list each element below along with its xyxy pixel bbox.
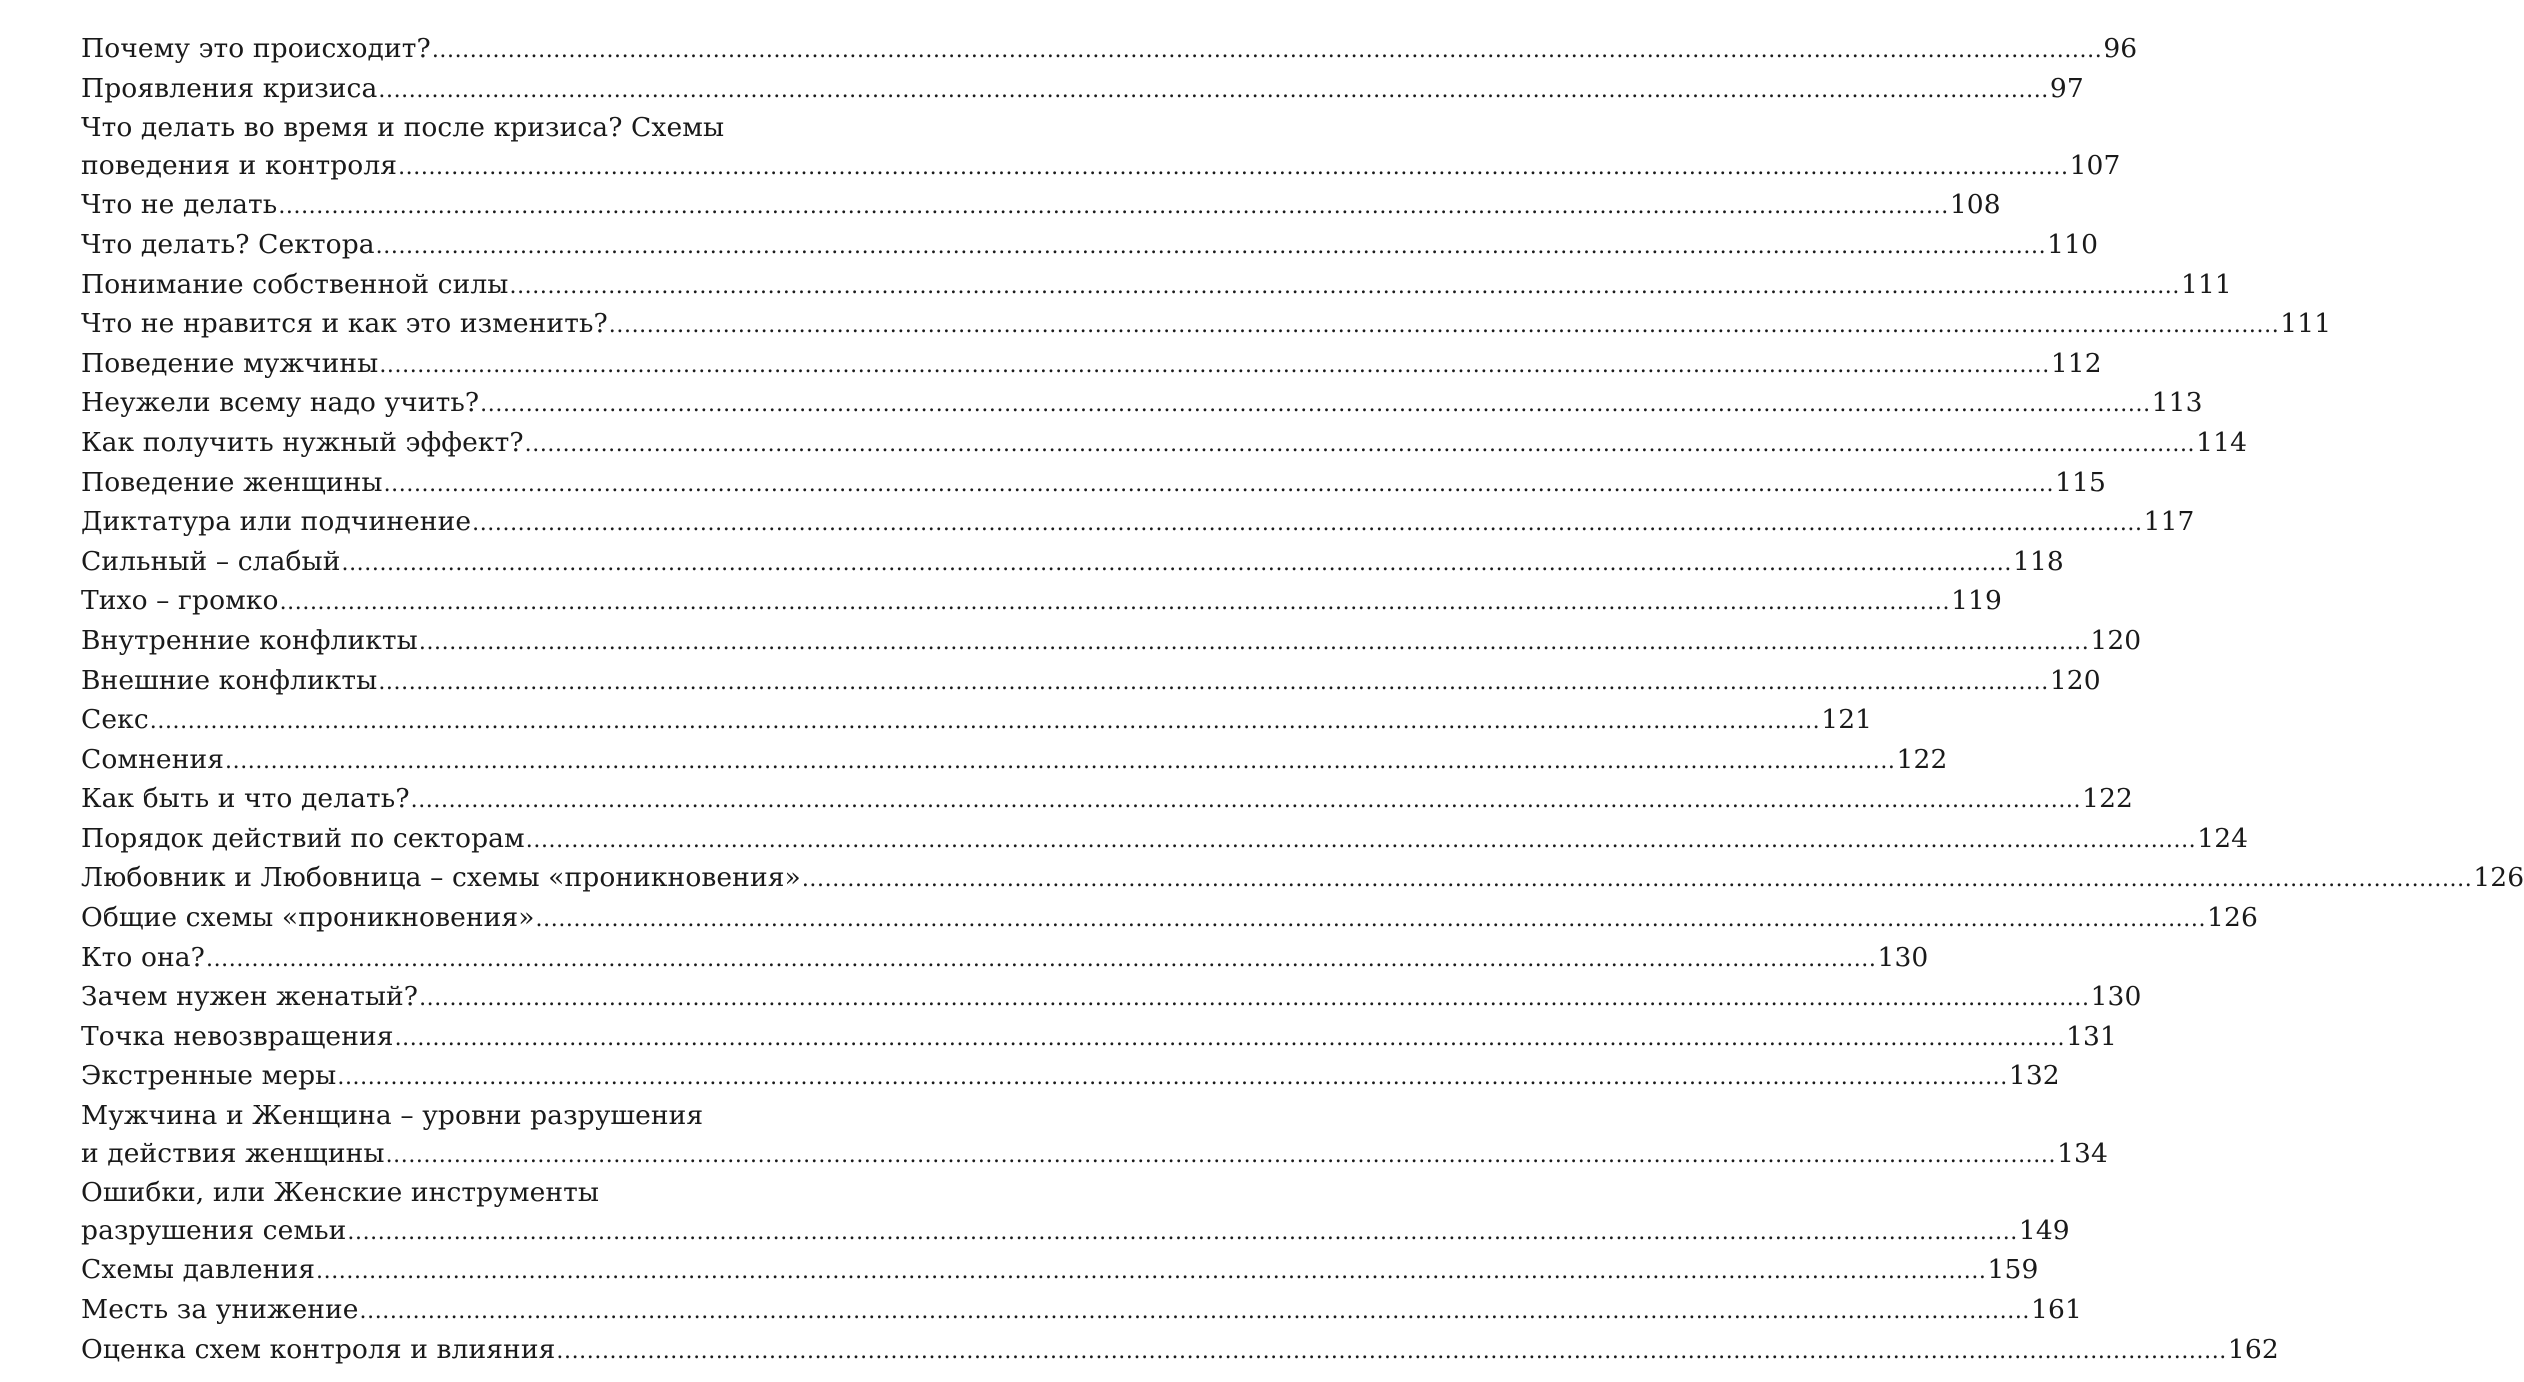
toc-entry	[81, 266, 2232, 306]
toc-entry	[81, 109, 2121, 186]
toc-entry-title: Оценка схем контроля и влияния	[81, 1333, 556, 1365]
toc-entry-page-number: 107	[2069, 149, 2121, 181]
dot-leader: ............................................................................................................................................................................................................................	[341, 550, 2012, 576]
toc-entry-page-number: 149	[2018, 1214, 2070, 1246]
toc-entry	[81, 622, 2142, 662]
dot-leader: ............................................................................................................................................................................................................................	[359, 1299, 2031, 1324]
toc-entry-page-number: 96	[2103, 33, 2138, 64]
dot-leader: ............................................................................................................................................................................................................................	[225, 748, 1896, 774]
dot-leader: ............................................................................................................................................................................................................................	[509, 273, 2180, 299]
toc-entry	[81, 464, 2106, 504]
toc-entry-title: Что не нравится и как это изменить?	[81, 308, 608, 340]
toc-entry-title: Внешние конфликты	[81, 664, 378, 696]
toc-entry-page-number: 130	[1877, 941, 1929, 973]
toc-entry-page-number: 132	[2008, 1060, 2060, 1092]
toc-entry-page-number: 126	[2207, 902, 2258, 934]
dot-leader: ............................................................................................................................................................................................................................	[419, 986, 2090, 1012]
toc-entry-row	[81, 582, 2002, 622]
dot-leader: ............................................................................................................................................................................................................................	[347, 1219, 2018, 1245]
toc-entry-title: Порядок действий по секторам	[81, 822, 525, 854]
toc-entry	[81, 186, 2001, 226]
toc-entry-row	[81, 30, 2138, 70]
toc-entry	[81, 305, 2332, 345]
toc-entry-page-number: 114	[2196, 426, 2248, 458]
toc-entry-row	[81, 186, 2001, 226]
toc-entry-page-number: 122	[1896, 743, 1948, 775]
toc-entry	[81, 384, 2203, 424]
toc-entry-row	[81, 543, 2064, 583]
toc-entry-page-number: 130	[2090, 981, 2142, 1013]
toc-entry-row	[81, 424, 2248, 464]
toc-entry	[81, 1251, 2039, 1291]
toc-entry-row	[81, 70, 2084, 110]
toc-entry	[81, 424, 2248, 464]
toc-entry-page-number: 131	[2066, 1020, 2117, 1052]
toc-entry-page-number: 115	[2055, 466, 2106, 498]
toc-entry	[81, 859, 2524, 899]
toc-entry	[81, 701, 1873, 741]
toc-entry-row	[81, 1057, 2060, 1097]
toc-entry	[81, 582, 2002, 622]
toc-entry-row	[81, 701, 1873, 741]
toc-entry	[81, 899, 2258, 939]
toc-entry-row	[81, 226, 2099, 266]
toc-entry-title: Как быть и что делать?	[81, 783, 410, 815]
toc-entry-row	[81, 978, 2142, 1018]
toc-entry-title: и действия женщины	[81, 1137, 385, 1169]
dot-leader: ............................................................................................................................................................................................................................	[410, 788, 2082, 814]
dot-leader: ............................................................................................................................................................................................................................	[385, 1142, 2057, 1168]
toc-entry-row	[81, 662, 2101, 702]
toc-entry	[81, 503, 2195, 543]
dot-leader: ............................................................................................................................................................................................................................	[205, 946, 1877, 972]
toc-entry	[81, 70, 2084, 110]
toc-entry	[81, 1291, 2082, 1331]
toc-entry-title: Диктатура или подчинение	[81, 506, 472, 538]
toc-entry-title-first-line: Что делать во время и после кризиса? Схемы	[81, 112, 725, 144]
dot-leader: ............................................................................................................................................................................................................................	[383, 471, 2055, 497]
toc-entry-title: Месть за унижение	[81, 1294, 359, 1325]
toc-entry-page-number: 162	[2227, 1333, 2279, 1365]
toc-entry-row	[81, 147, 2121, 187]
toc-entry-title: Зачем нужен женатый?	[81, 981, 419, 1013]
dot-leader: ............................................................................................................................................................................................................................	[556, 1338, 2227, 1364]
dot-leader: ............................................................................................................................................................................................................................	[398, 154, 2069, 180]
toc-entry-row	[81, 820, 2249, 860]
dot-leader: ............................................................................................................................................................................................................................	[394, 1025, 2066, 1051]
toc-entry-title-first-line: Мужчина и Женщина – уровни разрушения	[81, 1100, 704, 1132]
toc-entry-title-first-line: Ошибки, или Женские инструменты	[81, 1177, 600, 1209]
toc-entry-row	[81, 1018, 2117, 1058]
toc-entry-title: Сильный – слабый	[81, 545, 341, 577]
toc-entry-page-number: 120	[2090, 624, 2142, 656]
toc-entry-row	[81, 780, 2134, 820]
toc-entry-title: Поведение мужчины	[81, 347, 379, 379]
toc-entry	[81, 1097, 2108, 1174]
dot-leader: ............................................................................................................................................................................................................................	[480, 392, 2151, 418]
toc-entry-page-number: 126	[2473, 862, 2524, 894]
toc-entry-row	[81, 1135, 2108, 1175]
toc-entry-row	[81, 1251, 2039, 1291]
toc-entry-title: Общие схемы «проникновения»	[81, 902, 535, 934]
dot-leader: ............................................................................................................................................................................................................................	[316, 1259, 1987, 1285]
toc-entry-row	[81, 859, 2524, 899]
toc-entry-page-number: 111	[2180, 268, 2232, 300]
toc-entry-row	[81, 1212, 2070, 1252]
toc-entry	[81, 1018, 2117, 1058]
toc-entry-row	[81, 1331, 2279, 1371]
toc-entry-row	[81, 622, 2142, 662]
toc-entry-row	[81, 345, 2102, 385]
toc-entry-row	[81, 899, 2258, 939]
toc-entry-row	[81, 266, 2232, 306]
toc-entry-row	[81, 1291, 2082, 1331]
toc-entry	[81, 345, 2102, 385]
table-of-contents	[81, 30, 2524, 1370]
toc-entry-title: Поведение женщины	[81, 466, 383, 498]
toc-entry	[81, 820, 2249, 860]
toc-entry-row	[81, 384, 2203, 424]
toc-entry-title: Как получить нужный эффект?	[81, 426, 524, 458]
dot-leader: ............................................................................................................................................................................................................................	[472, 511, 2143, 537]
toc-entry	[81, 939, 1929, 979]
dot-leader: ............................................................................................................................................................................................................................	[375, 233, 2047, 259]
toc-entry-page-number: 118	[2013, 545, 2064, 577]
dot-leader: ............................................................................................................................................................................................................................	[279, 590, 1951, 616]
toc-entry-page-number: 161	[2031, 1294, 2082, 1325]
toc-entry-title: Неужели всему надо учить?	[81, 387, 480, 419]
toc-entry	[81, 741, 1948, 781]
toc-entry-page-number: 111	[2280, 308, 2332, 340]
toc-entry	[81, 226, 2099, 266]
toc-entry-title: Кто она?	[81, 941, 205, 973]
dot-leader: ............................................................................................................................................................................................................................	[524, 431, 2196, 457]
toc-entry-title: Почему это происходит?	[81, 33, 431, 64]
toc-entry-row	[81, 464, 2106, 504]
toc-entry-title: Точка невозвращения	[81, 1020, 394, 1052]
toc-entry	[81, 1057, 2060, 1097]
toc-entry-title: Что не делать	[81, 189, 278, 221]
dot-leader: ............................................................................................................................................................................................................................	[525, 827, 2197, 853]
dot-leader: ............................................................................................................................................................................................................................	[535, 907, 2207, 933]
dot-leader: ............................................................................................................................................................................................................................	[801, 867, 2473, 893]
toc-entry-title: поведения и контроля	[81, 149, 398, 181]
toc-entry-page-number: 119	[1951, 585, 2002, 617]
dot-leader: ............................................................................................................................................................................................................................	[378, 77, 2049, 103]
toc-entry-title: Понимание собственной силы	[81, 268, 509, 300]
toc-entry	[81, 30, 2138, 70]
toc-entry-page-number: 110	[2047, 228, 2099, 260]
dot-leader: ............................................................................................................................................................................................................................	[378, 669, 2049, 695]
toc-entry-page-number: 112	[2050, 347, 2102, 379]
toc-entry-title: Секс	[81, 704, 149, 736]
toc-entry-page-number: 117	[2143, 506, 2195, 538]
toc-entry-row	[81, 741, 1948, 781]
toc-entry-page-number: 113	[2151, 387, 2203, 419]
toc-entry-row	[81, 939, 1929, 979]
toc-entry-page-number: 108	[1949, 189, 2001, 221]
dot-leader: ............................................................................................................................................................................................................................	[337, 1065, 2008, 1091]
toc-entry-title: Экстренные меры	[81, 1060, 337, 1092]
toc-entry-title: Что делать? Сектора	[81, 228, 375, 260]
dot-leader: ............................................................................................................................................................................................................................	[418, 629, 2090, 655]
toc-entry	[81, 1331, 2279, 1371]
toc-entry-title: Сомнения	[81, 743, 225, 775]
toc-entry-title: Любовник и Любовница – схемы «проникновения»	[81, 862, 801, 894]
toc-entry-page-number: 121	[1821, 704, 1873, 736]
toc-entry-page-number: 97	[2049, 72, 2084, 104]
dot-leader: ............................................................................................................................................................................................................................	[608, 313, 2280, 339]
toc-entry	[81, 1174, 2070, 1251]
toc-entry-page-number: 124	[2197, 822, 2249, 854]
toc-entry	[81, 780, 2134, 820]
toc-entry-row	[81, 503, 2195, 543]
dot-leader: ............................................................................................................................................................................................................................	[431, 38, 2103, 63]
toc-entry-row	[81, 305, 2332, 345]
dot-leader: ............................................................................................................................................................................................................................	[149, 709, 1821, 735]
toc-entry	[81, 662, 2101, 702]
toc-entry-title: Проявления кризиса	[81, 72, 378, 104]
toc-entry-page-number: 120	[2049, 664, 2101, 696]
toc-entry-page-number: 134	[2057, 1137, 2108, 1169]
toc-entry	[81, 543, 2064, 583]
dot-leader: ............................................................................................................................................................................................................................	[379, 352, 2050, 378]
toc-entry-title: Тихо – громко	[81, 585, 279, 617]
toc-entry-title: разрушения семьи	[81, 1214, 347, 1246]
toc-entry	[81, 978, 2142, 1018]
toc-entry-page-number: 159	[1987, 1254, 2039, 1286]
dot-leader: ............................................................................................................................................................................................................................	[278, 194, 1949, 220]
toc-entry-page-number: 122	[2082, 783, 2134, 815]
toc-entry-title: Внутренние конфликты	[81, 624, 418, 656]
toc-entry-title: Схемы давления	[81, 1254, 316, 1286]
